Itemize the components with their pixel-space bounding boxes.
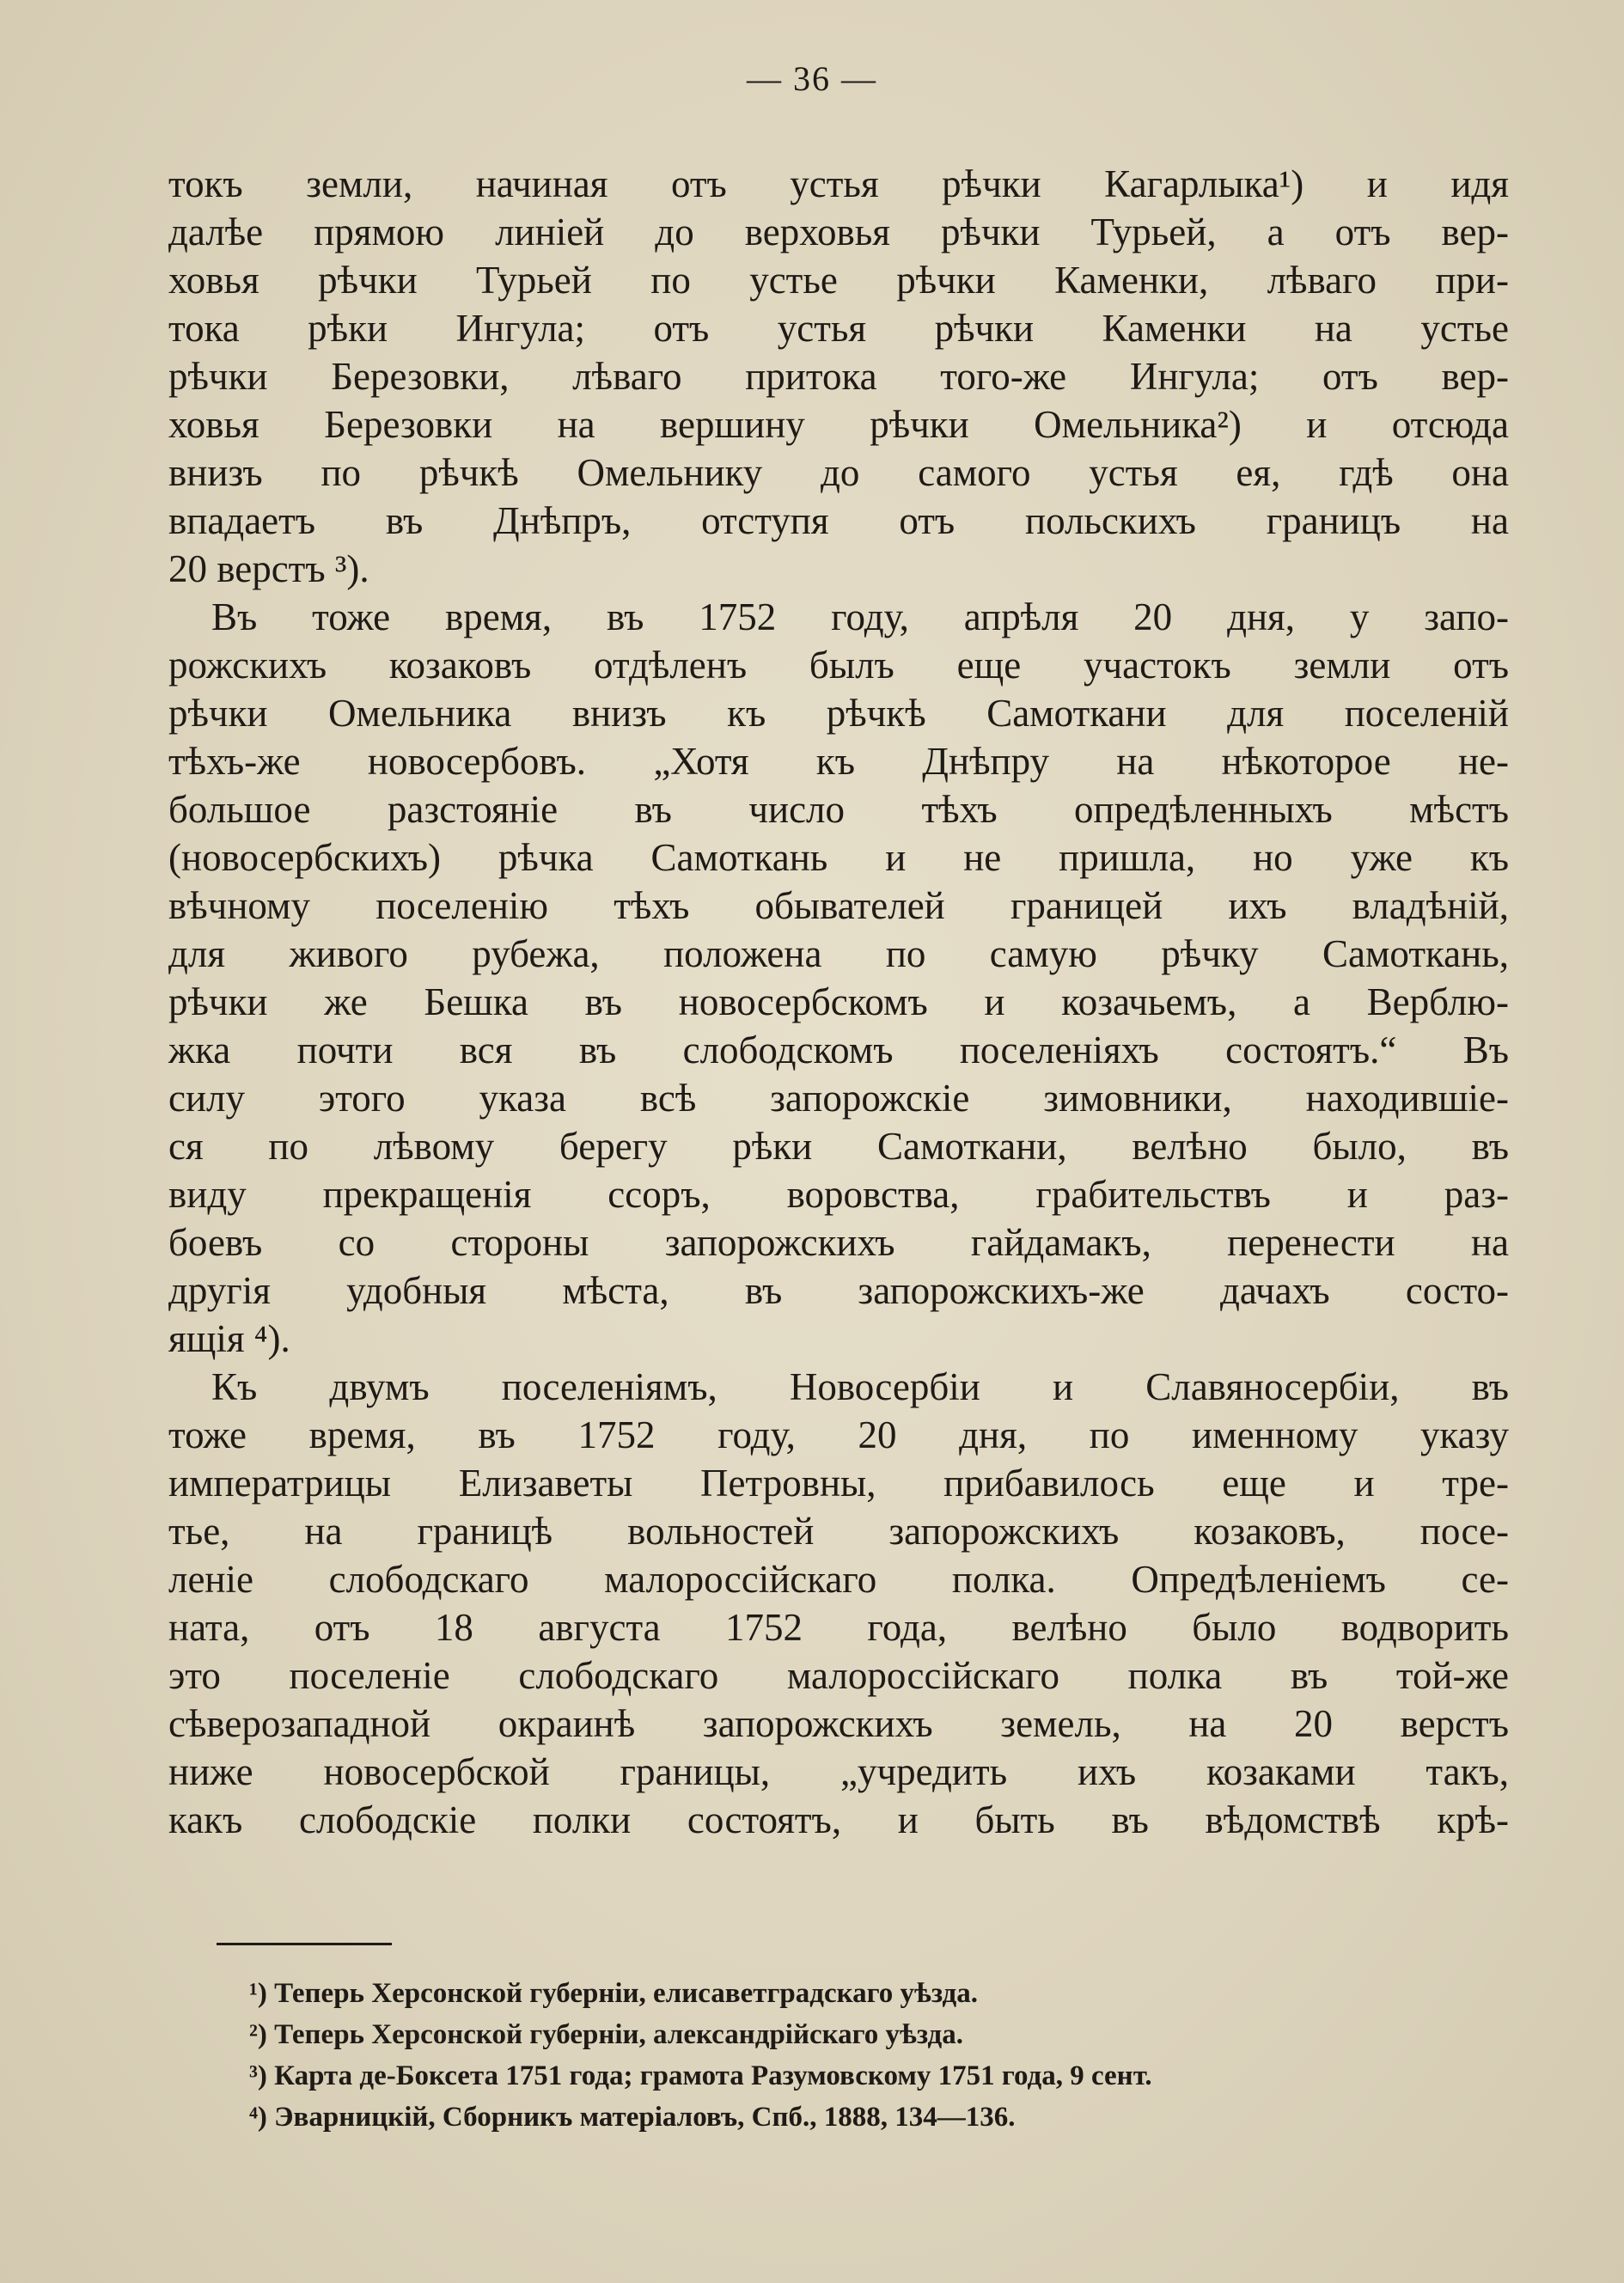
body-text <box>168 160 1509 1844</box>
text-line: сѣверозападной окраинѣ запорожскихъ земель, на 20 верстъ <box>168 1702 1509 1745</box>
text-line: жка почти вся въ слободскомъ поселеніяхъ состоятъ.“ Въ <box>168 1029 1509 1071</box>
text-line: рожскихъ козаковъ отдѣленъ былъ еще участокъ земли отъ <box>168 644 1509 687</box>
text-line: рѣчки Березовки, лѣваго притока того-же Ингула; отъ вер- <box>168 355 1509 398</box>
text-line: для живого рубежа, положена по самую рѣчку Самоткань, <box>168 932 1509 975</box>
text-line: тока рѣки Ингула; отъ устья рѣчки Каменки на устье <box>168 307 1509 350</box>
text-line: Въ тоже время, въ 1752 году, апрѣля 20 дня, у запо- <box>211 595 1509 638</box>
footnotes <box>249 1973 1512 2138</box>
text-line: впадаетъ въ Днѣпръ, отступя отъ польскихъ границъ на <box>168 499 1509 542</box>
text-line: это поселеніе слободскаго малороссійскаго полка въ той-же <box>168 1654 1509 1697</box>
text-line: далѣе прямою линіей до верховья рѣчки Турьей, а отъ вер- <box>168 211 1509 253</box>
text-line: тѣхъ-же новосербовъ. „Хотя къ Днѣпру на нѣкоторое не- <box>168 740 1509 783</box>
footnote-3: ³) Карта де-Боксета 1751 года; грамота Разумовскому 1751 года, 9 сент. <box>249 2060 1152 2091</box>
text-line: ховья рѣчки Турьей по устье рѣчки Каменки, лѣваго при- <box>168 259 1509 302</box>
text-line: боевъ со стороны запорожскихъ гайдамакъ, перенести на <box>168 1221 1509 1264</box>
text-line: Къ двумъ поселеніямъ, Новосербіи и Славяносербіи, въ <box>211 1365 1509 1408</box>
text-line: 20 верстъ ³). <box>168 547 369 590</box>
footnote-4: ⁴) Эварницкій, Сборникъ матеріаловъ, Спб., 1888, 134—136. <box>249 2102 1016 2133</box>
text-line: ящія ⁴). <box>168 1317 290 1360</box>
text-line: рѣчки Омельника внизъ къ рѣчкѣ Самоткани для поселеній <box>168 692 1509 735</box>
text-line: ната, отъ 18 августа 1752 года, велѣно было водворить <box>168 1606 1509 1649</box>
text-line: тье, на границѣ вольностей запорожскихъ козаковъ, посе- <box>168 1510 1509 1553</box>
text-line: ниже новосербской границы, „учредить ихъ козаками такъ, <box>168 1750 1509 1793</box>
page-number: — 36 — <box>747 59 877 98</box>
text-line: большое разстояніе въ число тѣхъ опредѣленныхъ мѣстъ <box>168 788 1509 831</box>
text-line: внизъ по рѣчкѣ Омельнику до самого устья ея, гдѣ она <box>168 451 1509 494</box>
text-line: императрицы Елизаветы Петровны, прибавилось еще и тре- <box>168 1462 1509 1505</box>
text-line: виду прекращенія ссоръ, воровства, грабительствъ и раз- <box>168 1173 1509 1216</box>
text-line: ся по лѣвому берегу рѣки Самоткани, велѣно было, въ <box>168 1125 1509 1168</box>
text-line: (новосербскихъ) рѣчка Самоткань и не пришла, но уже къ <box>168 836 1509 879</box>
text-line: какъ слободскіе полки состоятъ, и быть въ вѣдомствѣ крѣ- <box>168 1798 1509 1841</box>
text-line: токъ земли, начиная отъ устья рѣчки Кагарлыка¹) и идя <box>168 162 1509 205</box>
text-line: тоже время, въ 1752 году, 20 дня, по именному указу <box>168 1413 1509 1456</box>
footnote-1: ¹) Теперь Херсонской губерніи, елисаветградскаго уѣзда. <box>249 1978 978 2009</box>
text-line: леніе слободскаго малороссійскаго полка. Опредѣленіемъ се- <box>168 1558 1509 1601</box>
text-line: вѣчному поселенію тѣхъ обывателей границей ихъ владѣній, <box>168 884 1509 927</box>
text-line: другія удобныя мѣста, въ запорожскихъ-же дачахъ состо- <box>168 1269 1509 1312</box>
text-line: ховья Березовки на вершину рѣчки Омельника²) и отсюда <box>168 403 1509 446</box>
text-line: рѣчки же Бешка въ новосербскомъ и козачьемъ, а Верблю- <box>168 980 1509 1023</box>
footnote-2: ²) Теперь Херсонской губерніи, александрійскаго уѣзда. <box>249 2019 963 2050</box>
footnote-divider <box>217 1943 392 1945</box>
text-line: силу этого указа всѣ запорожскіе зимовники, находившіе- <box>168 1077 1509 1120</box>
